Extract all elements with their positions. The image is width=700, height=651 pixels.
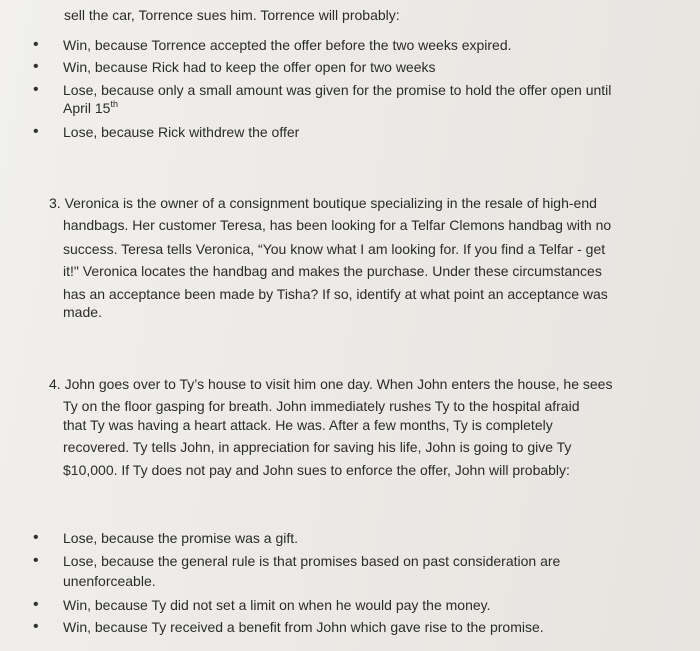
- option-text: Win, because Ty received a benefit from John which gave rise to the promise.: [63, 619, 544, 635]
- option-text: Win, because Torrence accepted the offer before the two weeks expired.: [63, 37, 512, 53]
- bullet-icon: •: [33, 36, 39, 53]
- bullet-icon: •: [33, 123, 39, 140]
- bullet-icon: •: [33, 618, 39, 635]
- question-text: that Ty was having a heart attack. He was. After a few months, Ty is completely: [63, 417, 553, 433]
- question-text: 4. John goes over to Ty’s house to visit him one day. When John enters the house, he sees: [49, 376, 613, 392]
- bullet-icon: •: [33, 596, 39, 613]
- intro-line: sell the car, Torrence sues him. Torrence will probably:: [64, 7, 400, 23]
- bullet-icon: •: [33, 81, 39, 98]
- question-text: made.: [63, 304, 102, 320]
- question-text: Ty on the floor gasping for breath. John immediately rushes Ty to the hospital afraid: [63, 398, 580, 414]
- question-text: it!" Veronica locates the handbag and makes the purchase. Under these circumstances: [63, 263, 602, 279]
- option-text: Lose, because the promise was a gift.: [63, 530, 299, 546]
- question-text: handbags. Her customer Teresa, has been looking for a Telfar Clemons handbag with no: [63, 217, 612, 233]
- question-text: recovered. Ty tells John, in appreciation for saving his life, John is going to give Ty: [63, 439, 572, 455]
- option-text: Win, because Rick had to keep the offer open for two weeks: [63, 59, 436, 75]
- option-text-continued: unenforceable.: [63, 573, 156, 589]
- question-text: 3. Veronica is the owner of a consignment boutique specializing in the resale of high-end: [49, 195, 597, 211]
- question-text: success. Teresa tells Veronica, “You know what I am looking for. If you find a Telfar - get: [63, 241, 606, 257]
- question-text: has an acceptance been made by Tisha? If so, identify at what point an acceptance was: [63, 286, 608, 302]
- option-text: Lose, because only a small amount was given for the promise to hold the offer open until: [63, 82, 612, 98]
- bullet-icon: •: [33, 58, 39, 75]
- bullet-icon: •: [33, 529, 39, 546]
- question-text: $10,000. If Ty does not pay and John sues to enforce the offer, John will probably:: [63, 462, 570, 478]
- bullet-icon: •: [33, 552, 39, 569]
- option-text: Lose, because Rick withdrew the offer: [63, 124, 300, 140]
- option-text-continued: April 15th: [63, 99, 118, 116]
- option-text: Win, because Ty did not set a limit on when he would pay the money.: [63, 597, 491, 613]
- option-text: Lose, because the general rule is that promises based on past consideration are: [63, 553, 561, 569]
